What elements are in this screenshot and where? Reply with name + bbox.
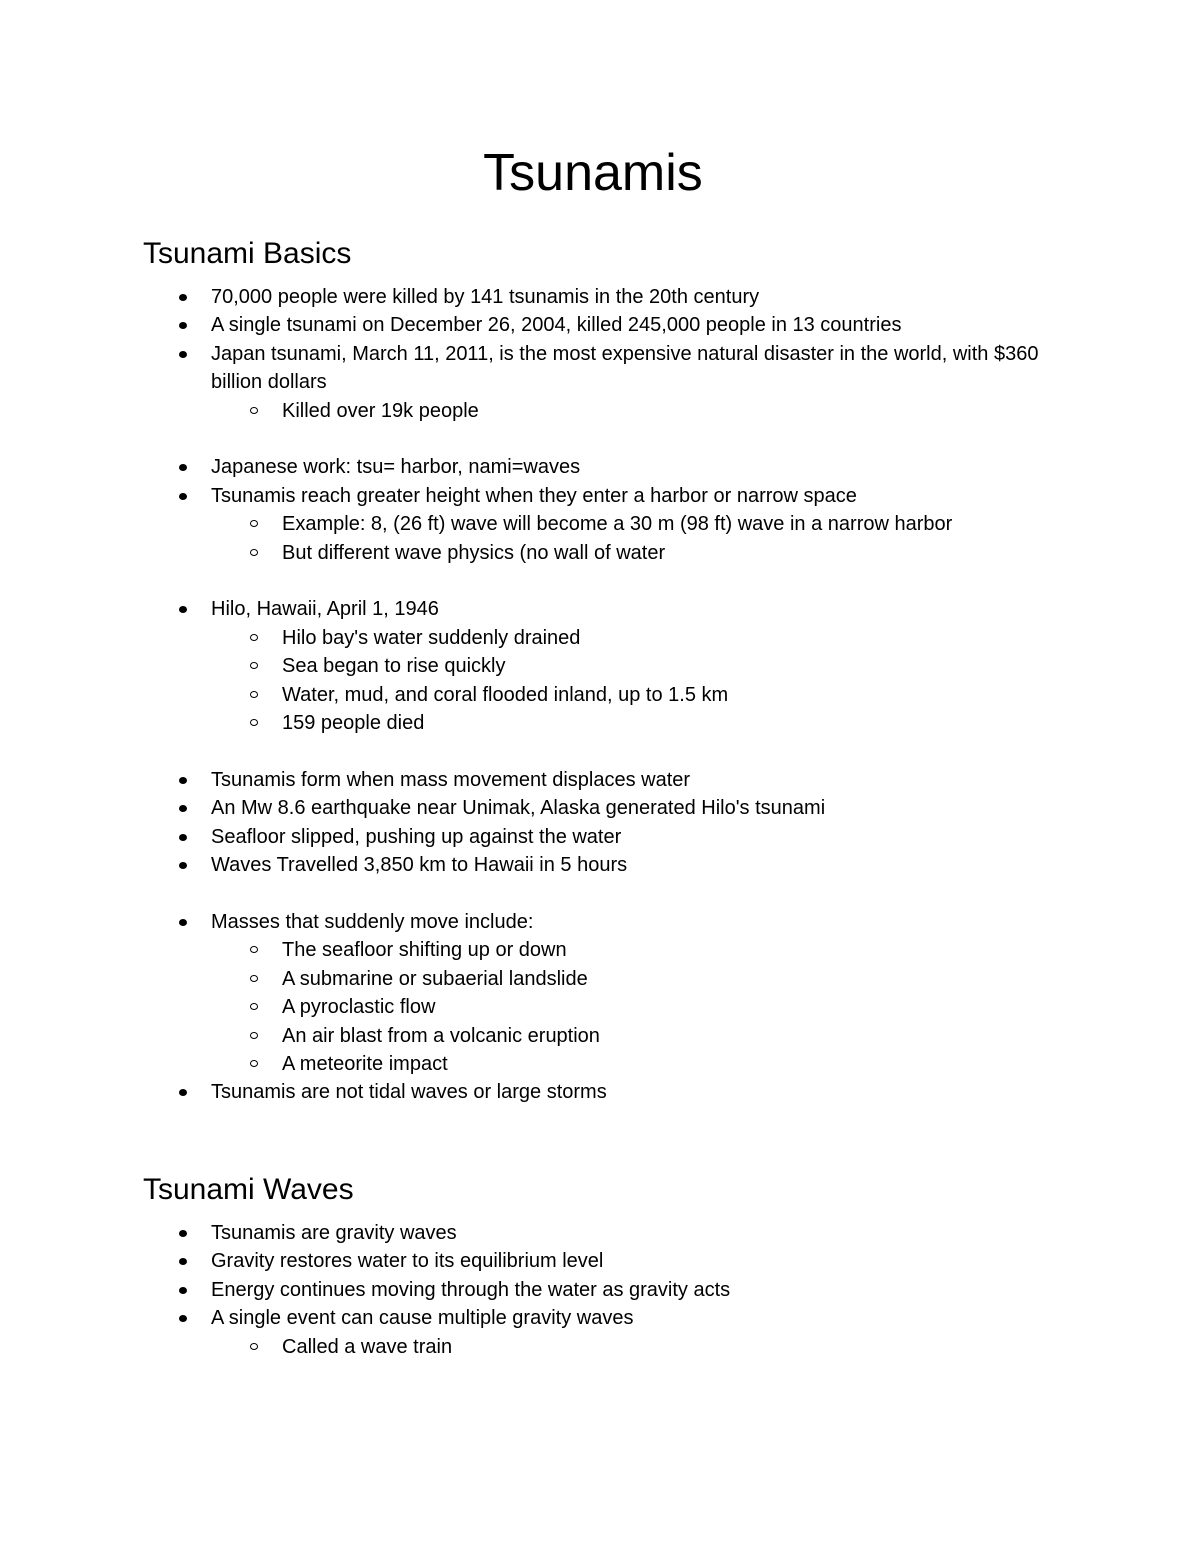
list-spacer — [0, 879, 1200, 907]
sub-list-item: 159 people died — [0, 709, 1200, 737]
waves-list — [0, 1219, 1200, 1361]
list-spacer — [0, 567, 1200, 595]
list-item: Waves Travelled 3,850 km to Hawaii in 5 hours — [0, 851, 1200, 879]
list-item: Seafloor slipped, pushing up against the water — [0, 823, 1200, 851]
sub-list-item: But different wave physics (no wall of water — [0, 539, 1200, 567]
list-item: 70,000 people were killed by 141 tsunamis in the 20th century — [0, 283, 1200, 311]
list-item: Hilo, Hawaii, April 1, 1946 — [0, 595, 1200, 623]
sub-list-item: A pyroclastic flow — [0, 993, 1200, 1021]
document-title: Tsunamis — [483, 144, 703, 202]
sub-list-item: The seafloor shifting up or down — [0, 936, 1200, 964]
sub-list-item: Hilo bay's water suddenly drained — [0, 624, 1200, 652]
sub-list-item: An air blast from a volcanic eruption — [0, 1022, 1200, 1050]
list-item: A single event can cause multiple gravity waves — [0, 1304, 1200, 1332]
sub-list-item: A meteorite impact — [0, 1050, 1200, 1078]
section-heading-waves: Tsunami Waves — [143, 1173, 354, 1206]
list-spacer — [0, 425, 1200, 453]
sub-list-item: Example: 8, (26 ft) wave will become a 30 m (98 ft) wave in a narrow harbor — [0, 510, 1200, 538]
list-item: Masses that suddenly move include: — [0, 908, 1200, 936]
sub-list-item: Called a wave train — [0, 1333, 1200, 1361]
list-item: Tsunamis are gravity waves — [0, 1219, 1200, 1247]
list-item: Tsunamis are not tidal waves or large storms — [0, 1078, 1200, 1106]
section-heading-basics: Tsunami Basics — [143, 237, 352, 270]
list-item: Gravity restores water to its equilibrium level — [0, 1247, 1200, 1275]
sub-list-item: Water, mud, and coral flooded inland, up to 1.5 km — [0, 681, 1200, 709]
list-item: An Mw 8.6 earthquake near Unimak, Alaska generated Hilo's tsunami — [0, 794, 1200, 822]
list-item: Japan tsunami, March 11, 2011, is the most expensive natural disaster in the world, with $360 billion dollars — [0, 340, 1071, 397]
list-item: Tsunamis reach greater height when they enter a harbor or narrow space — [0, 482, 1200, 510]
sub-list-item: Killed over 19k people — [0, 397, 1200, 425]
sub-list-item: Sea began to rise quickly — [0, 652, 1200, 680]
list-item: Tsunamis form when mass movement displaces water — [0, 766, 1200, 794]
list-item: A single tsunami on December 26, 2004, killed 245,000 people in 13 countries — [0, 311, 1200, 339]
basics-list — [0, 283, 1200, 1107]
list-item: Energy continues moving through the water as gravity acts — [0, 1276, 1200, 1304]
list-item: Japanese work: tsu= harbor, nami=waves — [0, 453, 1200, 481]
list-spacer — [0, 737, 1200, 765]
sub-list-item: A submarine or subaerial landslide — [0, 965, 1200, 993]
